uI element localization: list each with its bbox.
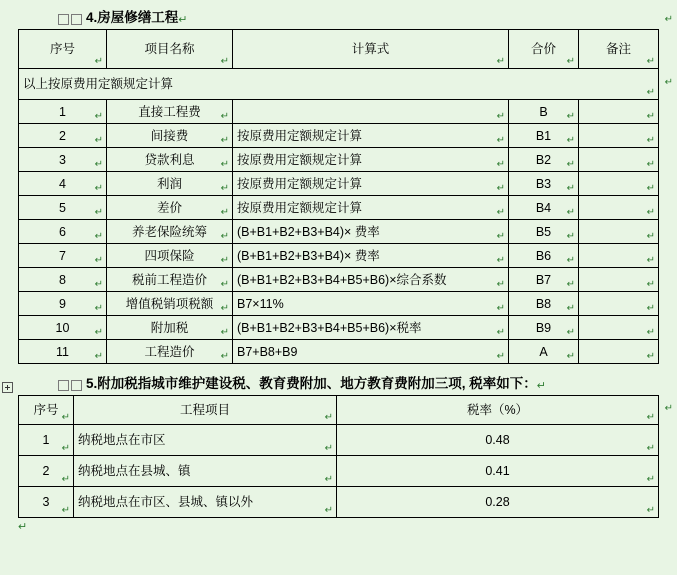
cell-paragraph-mark-icon: ↵ [646,183,655,194]
table-row [19,268,659,292]
cell-formula: B7×11% ↵ [233,292,509,316]
paragraph-mark-icon: ↵ [178,14,188,26]
cell-price: B8 ↵ [509,292,579,316]
cell-price: B2 ↵ [509,148,579,172]
cell-remark [579,268,659,292]
section-1-heading: 4.房屋修缮工程 [86,10,179,25]
section-2-heading: 5.附加税指城市维护建设税、教育费附加、地方教育费附加三项, 税率如下： [86,376,537,391]
cell-remark [579,340,659,364]
cell-paragraph-mark-icon: ↵ [324,505,333,516]
cell-project: 纳税地点在市区、县城、镇以外 ↵ [74,487,337,518]
cell-no: 2 ↵ [19,456,74,487]
surtax-rate-table [18,395,659,518]
cell-no: 7 ↵ [19,244,107,268]
table-row [19,456,659,487]
cell-paragraph-mark-icon: ↵ [324,443,333,454]
cell-paragraph-mark-icon: ↵ [94,207,103,218]
cell-paragraph-mark-icon: ↵ [566,279,575,290]
cell-formula: 按原费用定额规定计算 ↵ [233,172,509,196]
cell-no: 10 ↵ [19,316,107,340]
column-header-price: 合价 ↵ [509,30,579,69]
cell-formula: (B+B1+B2+B3+B4+B5+B6)×综合系数 ↵ [233,268,509,292]
cell-paragraph-mark-icon: ↵ [94,111,103,122]
cell-project: 纳税地点在县城、镇 ↵ [74,456,337,487]
cell-paragraph-mark-icon: ↵ [94,327,103,338]
cell-paragraph-mark-icon: ↵ [646,87,655,98]
cell-paragraph-mark-icon: ↵ [220,303,229,314]
cell-paragraph-mark-icon: ↵ [61,443,70,454]
cell-no: 9 ↵ [19,292,107,316]
cell-paragraph-mark-icon: ↵ [496,279,505,290]
cell-paragraph-mark-icon: ↵ [646,135,655,146]
cell-paragraph-mark-icon: ↵ [496,183,505,194]
cell-rate: 0.48 ↵ [337,425,659,456]
cell-rate: 0.28 ↵ [337,487,659,518]
cell-paragraph-mark-icon: ↵ [646,56,655,67]
indent-marker-boxes [58,377,84,392]
cell-paragraph-mark-icon: ↵ [646,231,655,242]
cell-remark [579,124,659,148]
paragraph-mark-icon: ↵ [664,77,673,88]
cell-name: 贷款利息 ↵ [107,148,233,172]
table-row [19,100,659,124]
paragraph-mark-icon: ↵ [536,380,546,392]
cell-no: 6 ↵ [19,220,107,244]
cell-remark [579,172,659,196]
cell-paragraph-mark-icon: ↵ [324,412,333,423]
cell-paragraph-mark-icon: ↵ [496,111,505,122]
table-row [19,148,659,172]
cell-paragraph-mark-icon: ↵ [566,327,575,338]
cell-paragraph-mark-icon: ↵ [646,303,655,314]
cell-remark [579,196,659,220]
cell-paragraph-mark-icon: ↵ [566,159,575,170]
cell-paragraph-mark-icon: ↵ [566,56,575,67]
cell-name: 工程造价 ↵ [107,340,233,364]
column-header-name: 项目名称 ↵ [107,30,233,69]
cell-formula: B7+B8+B9 ↵ [233,340,509,364]
cell-paragraph-mark-icon: ↵ [496,159,505,170]
cell-name: 税前工程造价 ↵ [107,268,233,292]
table-row [19,172,659,196]
cell-price: A ↵ [509,340,579,364]
indent-box-icon [58,14,69,25]
cell-paragraph-mark-icon: ↵ [94,351,103,362]
cell-name: 直接工程费 ↵ [107,100,233,124]
cell-paragraph-mark-icon: ↵ [646,111,655,122]
cell-paragraph-mark-icon: ↵ [646,255,655,266]
cell-paragraph-mark-icon: ↵ [220,327,229,338]
cell-formula [233,100,509,124]
cell-paragraph-mark-icon: ↵ [61,474,70,485]
column-header-project: 工程项目 ↵ [74,396,337,425]
table-row [19,292,659,316]
cell-paragraph-mark-icon: ↵ [220,56,229,67]
cell-no: 5 ↵ [19,196,107,220]
cell-paragraph-mark-icon: ↵ [220,207,229,218]
cell-paragraph-mark-icon: ↵ [220,279,229,290]
table-row [19,244,659,268]
cell-paragraph-mark-icon: ↵ [646,443,655,454]
cell-formula: 按原费用定额规定计算 ↵ [233,148,509,172]
cell-formula: 按原费用定额规定计算 ↵ [233,196,509,220]
cell-name: 养老保险统筹 ↵ [107,220,233,244]
table-row [19,316,659,340]
column-header-no: 序号 ↵ [19,396,74,425]
cell-paragraph-mark-icon: ↵ [220,135,229,146]
cell-paragraph-mark-icon: ↵ [646,207,655,218]
cell-paragraph-mark-icon: ↵ [220,351,229,362]
cell-remark [579,292,659,316]
paragraph-mark-icon: ↵ [664,14,673,25]
cell-name: 利润 ↵ [107,172,233,196]
cell-no: 3 ↵ [19,148,107,172]
cell-paragraph-mark-icon: ↵ [94,183,103,194]
cell-paragraph-mark-icon: ↵ [566,231,575,242]
column-header-remark: 备注 ↵ [579,30,659,69]
cell-name: 增值税销项税额 ↵ [107,292,233,316]
indent-marker-boxes [58,11,84,26]
cell-paragraph-mark-icon: ↵ [220,159,229,170]
cell-paragraph-mark-icon: ↵ [496,56,505,67]
cell-paragraph-mark-icon: ↵ [324,474,333,485]
cell-paragraph-mark-icon: ↵ [61,412,70,423]
indent-box-icon [71,14,82,25]
cell-paragraph-mark-icon: ↵ [496,255,505,266]
cell-price: B ↵ [509,100,579,124]
cell-no: 1 ↵ [19,100,107,124]
cell-paragraph-mark-icon: ↵ [94,56,103,67]
cell-formula: (B+B1+B2+B3+B4+B5+B6)×税率 ↵ [233,316,509,340]
cell-paragraph-mark-icon: ↵ [646,159,655,170]
section-1-title-row [58,6,677,26]
table-row [19,487,659,518]
cell-paragraph-mark-icon: ↵ [496,207,505,218]
cell-no: 2 ↵ [19,124,107,148]
cell-name: 附加税 ↵ [107,316,233,340]
cell-paragraph-mark-icon: ↵ [646,474,655,485]
table-move-handle[interactable] [2,382,13,393]
cell-paragraph-mark-icon: ↵ [61,505,70,516]
cell-no: 1 ↵ [19,425,74,456]
document-page [0,6,677,575]
repair-project-table [18,29,659,364]
cell-name: 差价 ↵ [107,196,233,220]
cell-no: 8 ↵ [19,268,107,292]
cell-paragraph-mark-icon: ↵ [566,351,575,362]
trailing-paragraph-mark: ↵ [18,521,28,533]
table-row [19,220,659,244]
cell-price: B1 ↵ [509,124,579,148]
cell-paragraph-mark-icon: ↵ [646,279,655,290]
cell-paragraph-mark-icon: ↵ [566,303,575,314]
cell-paragraph-mark-icon: ↵ [646,412,655,423]
cell-paragraph-mark-icon: ↵ [496,135,505,146]
cell-formula: 按原费用定额规定计算 ↵ [233,124,509,148]
note-cell: 以上按原费用定额规定计算 ↵ [19,69,659,100]
column-header-rate: 税率（%） ↵ [337,396,659,425]
cell-paragraph-mark-icon: ↵ [220,111,229,122]
cell-paragraph-mark-icon: ↵ [94,135,103,146]
cell-name: 四项保险 ↵ [107,244,233,268]
table-header-row [19,396,659,425]
column-header-formula: 计算式 ↵ [233,30,509,69]
cell-paragraph-mark-icon: ↵ [94,159,103,170]
cell-formula: (B+B1+B2+B3+B4)× 费率 ↵ [233,244,509,268]
cell-remark [579,316,659,340]
cell-paragraph-mark-icon: ↵ [646,505,655,516]
cell-no: 11 ↵ [19,340,107,364]
cell-paragraph-mark-icon: ↵ [646,327,655,338]
cell-paragraph-mark-icon: ↵ [646,351,655,362]
column-header-no: 序号 ↵ [19,30,107,69]
cell-paragraph-mark-icon: ↵ [496,327,505,338]
indent-box-icon [58,380,69,391]
cell-remark [579,148,659,172]
section-2-title-row [58,372,677,392]
cell-paragraph-mark-icon: ↵ [566,207,575,218]
cell-price: B3 ↵ [509,172,579,196]
cell-paragraph-mark-icon: ↵ [496,231,505,242]
cell-paragraph-mark-icon: ↵ [94,303,103,314]
cell-paragraph-mark-icon: ↵ [496,351,505,362]
indent-box-icon [71,380,82,391]
cell-rate: 0.41 ↵ [337,456,659,487]
cell-paragraph-mark-icon: ↵ [220,255,229,266]
cell-no: 3 ↵ [19,487,74,518]
cell-name: 间接费 ↵ [107,124,233,148]
table-note-row [19,69,659,100]
cell-price: B5 ↵ [509,220,579,244]
cell-remark [579,220,659,244]
cell-paragraph-mark-icon: ↵ [566,183,575,194]
cell-price: B4 ↵ [509,196,579,220]
paragraph-mark-icon: ↵ [664,403,673,414]
table-row [19,425,659,456]
cell-remark [579,244,659,268]
cell-paragraph-mark-icon: ↵ [566,135,575,146]
cell-paragraph-mark-icon: ↵ [566,255,575,266]
cell-project: 纳税地点在市区 ↵ [74,425,337,456]
cell-paragraph-mark-icon: ↵ [496,303,505,314]
table-row [19,124,659,148]
table-row [19,340,659,364]
cell-paragraph-mark-icon: ↵ [94,231,103,242]
cell-paragraph-mark-icon: ↵ [220,183,229,194]
table-header-row [19,30,659,69]
cell-price: B7 ↵ [509,268,579,292]
cell-price: B6 ↵ [509,244,579,268]
cell-paragraph-mark-icon: ↵ [94,255,103,266]
cell-paragraph-mark-icon: ↵ [566,111,575,122]
cell-no: 4 ↵ [19,172,107,196]
cell-paragraph-mark-icon: ↵ [220,231,229,242]
cell-price: B9 ↵ [509,316,579,340]
cell-remark [579,100,659,124]
cell-formula: (B+B1+B2+B3+B4)× 费率 ↵ [233,220,509,244]
cell-paragraph-mark-icon: ↵ [94,279,103,290]
table-row [19,196,659,220]
